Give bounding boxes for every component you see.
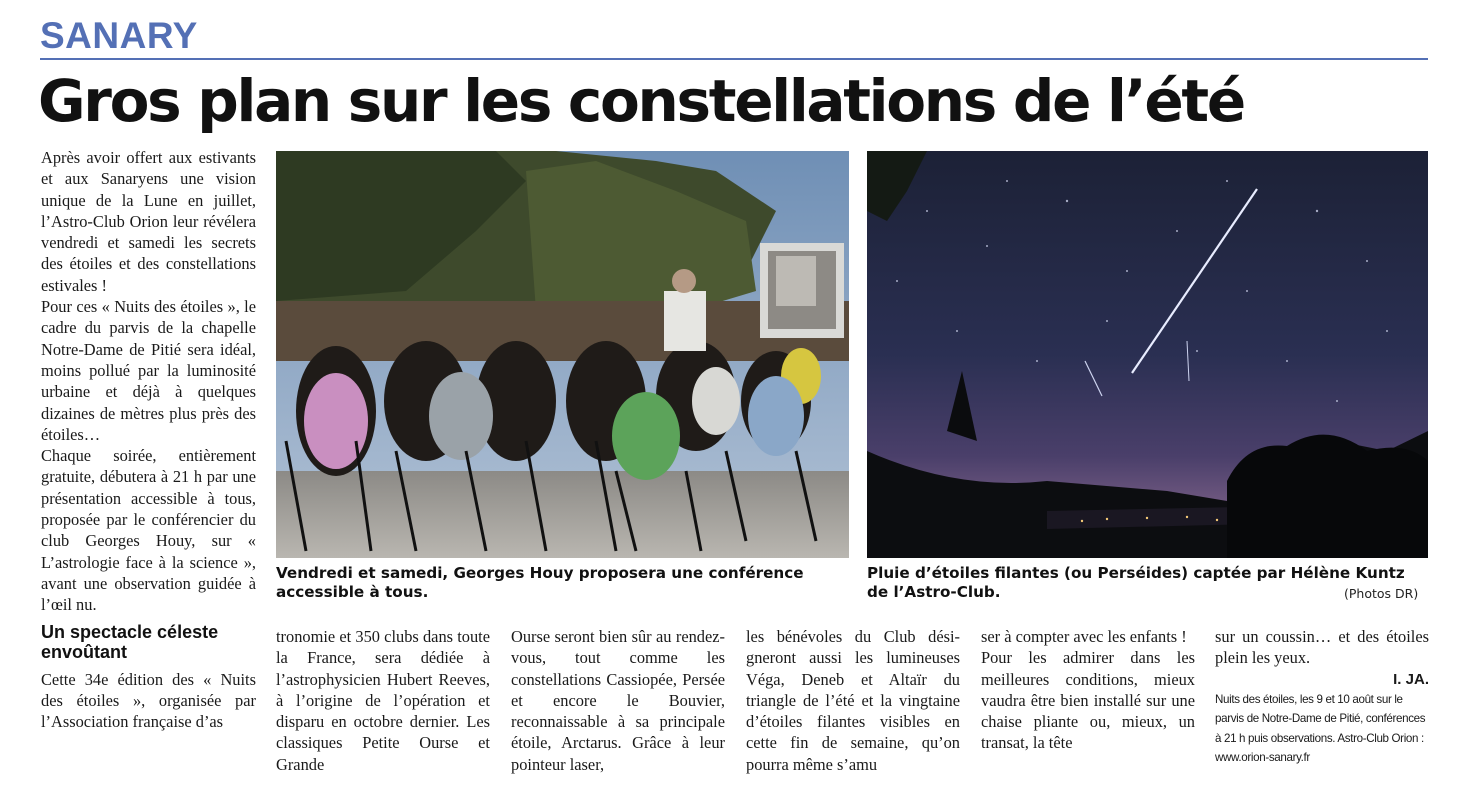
article-column-5 (981, 626, 1195, 754)
article-column-6 (1215, 626, 1429, 768)
conference-photo (276, 151, 849, 558)
paragraph: ser à compter avec les enfants ! (981, 627, 1187, 646)
section-label: SANARY (40, 15, 198, 56)
event-info: Nuits des étoiles, les 9 et 10 août sur le parvis de Notre-Dame de Pitié, conférences à 21 h puis observations. Astro-Club Orion : www.orion-sanary.fr (1215, 692, 1426, 765)
paragraph: sur un coussin… et des étoiles plein les yeux. (1215, 627, 1429, 668)
conference-photo-image (276, 151, 849, 558)
headline: Gros plan sur les constellations de l’été (38, 67, 1244, 135)
author-signature: I. JA. (1393, 670, 1429, 688)
article-column-2 (276, 626, 490, 775)
photo-credit: (Photos DR) (1344, 586, 1419, 601)
article-column-3 (511, 626, 725, 775)
paragraph: Après avoir offert aux estivants et aux Sanaryens une vision unique de la Lune en juillet, l’Astro-Club Orion leur révélera vendredi et samedi les secrets des étoiles et des constellations estivales ! (41, 148, 256, 295)
photo-caption: Pluie d’étoiles filantes (ou Perséides) captée par Hélène Kuntz de l’Astro-Club. (867, 564, 1405, 601)
article-column-1 (41, 147, 256, 732)
photo-caption: Vendredi et samedi, Georges Houy proposera une conférence accessible à tous. (276, 564, 804, 601)
section-rule (40, 58, 1428, 60)
paragraph: tronomie et 350 clubs dans toute la France, sera dédiée à l’astrophysicien Hubert Reeves, à l’origine de l’opération et disparu en octobre dernier. Les classiques Petite Ourse et Grande (276, 627, 490, 774)
night-sky-photo-image (867, 151, 1428, 558)
paragraph: Ourse seront bien sûr au rendez-vous, tout comme les constellations Cassiopée, Persée et encore le Bouvier, reconnaissable à sa principale étoile, Arctarus. Grâce à leur pointeur laser, (511, 627, 725, 774)
paragraph: Pour les admirer dans les meilleures conditions, mieux vaudra être bien installé sur une chaise pliante ou, mieux, un transat, la tête (981, 648, 1195, 753)
night-sky-photo (867, 151, 1428, 558)
paragraph: Cette 34e édition des « Nuits des étoiles », organisée par l’Association française d’as (41, 669, 256, 732)
paragraph: les bénévoles du Club désigneront aussi les lumineuses Véga, Deneb et Altaïr du triangle de l’été et la vingtaine d’étoiles filantes visibles en cette fin de semaine, qu’on pourra même s’amu (746, 627, 960, 774)
article-column-4 (746, 626, 960, 775)
paragraph: Pour ces « Nuits des étoiles », le cadre du parvis de la chapelle Notre-Dame de Pitié sera idéal, moins pollué par la luminosité urbaine et déjà à quelques dizaines de mètres plus près des étoiles… (41, 297, 256, 444)
subheading: Un spectacle céleste envoûtant (41, 621, 219, 662)
paragraph: Chaque soirée, entièrement gratuite, débutera à 21 h par une présentation accessible à tous, proposée par le conférencier du club Georges Houy, sur « L’astrologie face à la science », avant une observation guidée à l’œil nu. (41, 446, 256, 615)
